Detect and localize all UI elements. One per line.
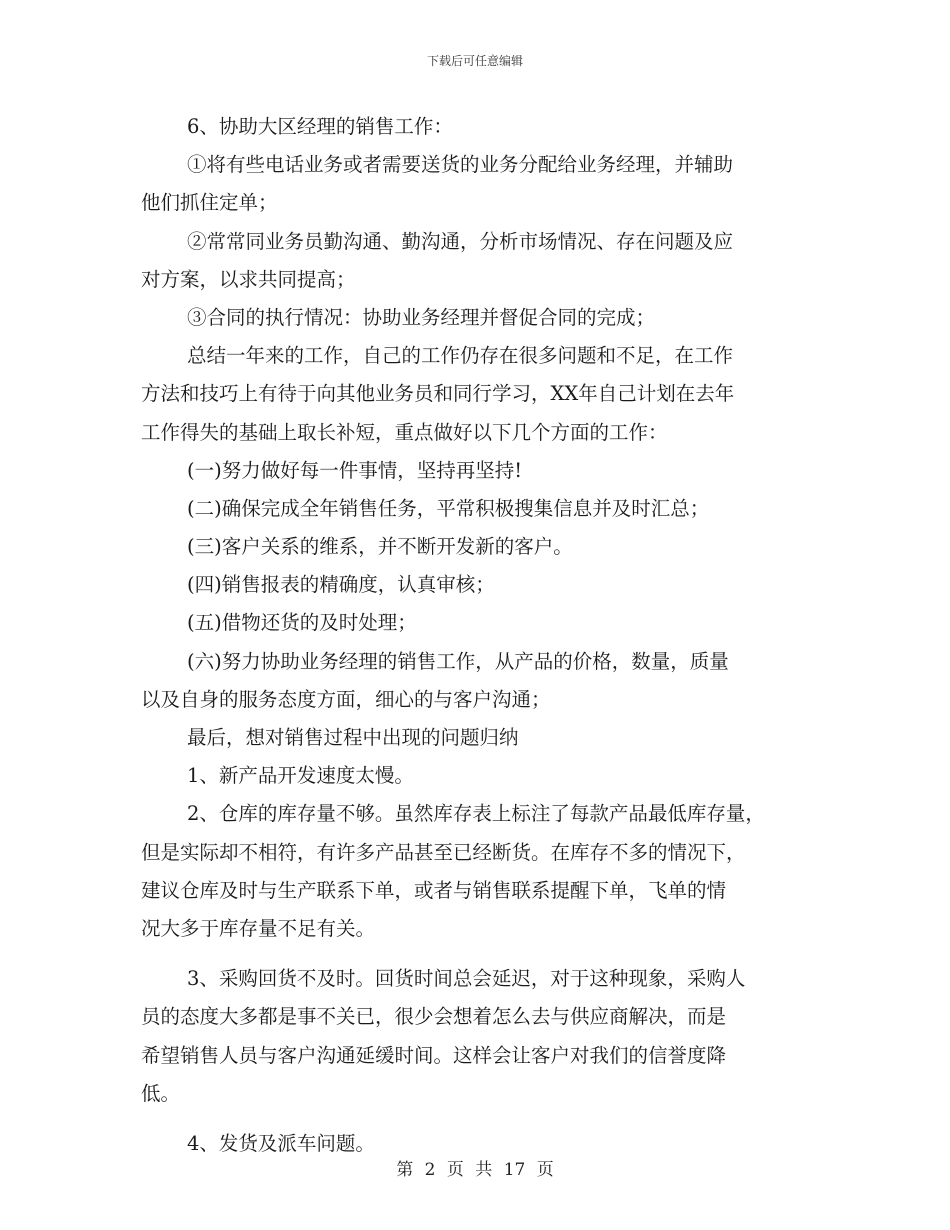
paragraph-line: (三)客户关系的维系，并不断开发新的客户。 bbox=[187, 535, 573, 559]
paragraph-line: 总结一年来的工作，自己的工作仍存在很多问题和不足，在工作 bbox=[187, 344, 734, 368]
paragraph-line: 3、采购回货不及时。回货时间总会延迟，对于这种现象，采购人 bbox=[187, 967, 746, 991]
paragraph-line: (五)借物还货的及时处理； bbox=[187, 611, 417, 635]
paragraph-line: 工作得失的基础上取长补短，重点做好以下几个方面的工作： bbox=[141, 420, 668, 444]
paragraph-line: ③合同的执行情况：协助业务经理并督促合同的完成； bbox=[187, 305, 656, 329]
page-footer: 第 2 页 共 17 页 bbox=[396, 1160, 554, 1180]
paragraph-line: 以及自身的服务态度方面，细心的与客户沟通； bbox=[141, 687, 551, 711]
paragraph-line: ②常常同业务员勤沟通、勤沟通，分析市场情况、存在问题及应 bbox=[187, 229, 734, 253]
paragraph-line: (二)确保完成全年销售任务，平常积极搜集信息并及时汇总； bbox=[187, 496, 710, 520]
page-header: 下载后可任意编辑 bbox=[426, 54, 523, 68]
paragraph-line: 建议仓库及时与生产联系下单，或者与销售联系提醒下单，飞单的情 bbox=[141, 878, 727, 902]
paragraph-line: 4、发货及派车问题。 bbox=[187, 1131, 375, 1155]
paragraph-line: (一)努力做好每一件事情，坚持再坚持! bbox=[187, 458, 523, 482]
paragraph-line: 对方案，以求共同提高； bbox=[141, 267, 356, 291]
paragraph-line: 低。 bbox=[141, 1081, 181, 1105]
paragraph-line: 况大多于库存量不足有关。 bbox=[141, 916, 376, 940]
paragraph-line: 2、仓库的库存量不够。虽然库存表上标注了每款产品最低库存量， bbox=[187, 802, 765, 826]
paragraph-line: (六)努力协助业务经理的销售工作，从产品的价格，数量，质量 bbox=[187, 649, 729, 673]
paragraph-line: 6、协助大区经理的销售工作： bbox=[187, 115, 453, 138]
paragraph-gap bbox=[141, 948, 821, 960]
document-body bbox=[141, 108, 821, 1163]
paragraph-line: 但是实际却不相符，有许多产品甚至已经断货。在库存不多的情况下， bbox=[141, 840, 746, 864]
paragraph-line: (四)销售报表的精确度，认真审核； bbox=[187, 573, 495, 597]
paragraph-line: 最后，想对销售过程中出现的问题归纳 bbox=[187, 726, 519, 749]
paragraph-line: 他们抓住定单； bbox=[141, 191, 278, 215]
paragraph-gap bbox=[141, 1113, 821, 1125]
paragraph-line: 希望销售人员与客户沟通延缓时间。这样会让客户对我们的信誉度降 bbox=[141, 1043, 727, 1067]
paragraph-line: 1、新产品开发速度太慢。 bbox=[187, 764, 414, 788]
paragraph-line: 员的态度大多都是事不关已，很少会想着怎么去与供应商解决，而是 bbox=[141, 1005, 727, 1029]
paragraph-line: ①将有些电话业务或者需要送货的业务分配给业务经理，并辅助 bbox=[187, 153, 734, 177]
paragraph-line: 方法和技巧上有待于向其他业务员和同行学习，XX年自己计划在去年 bbox=[141, 382, 735, 406]
